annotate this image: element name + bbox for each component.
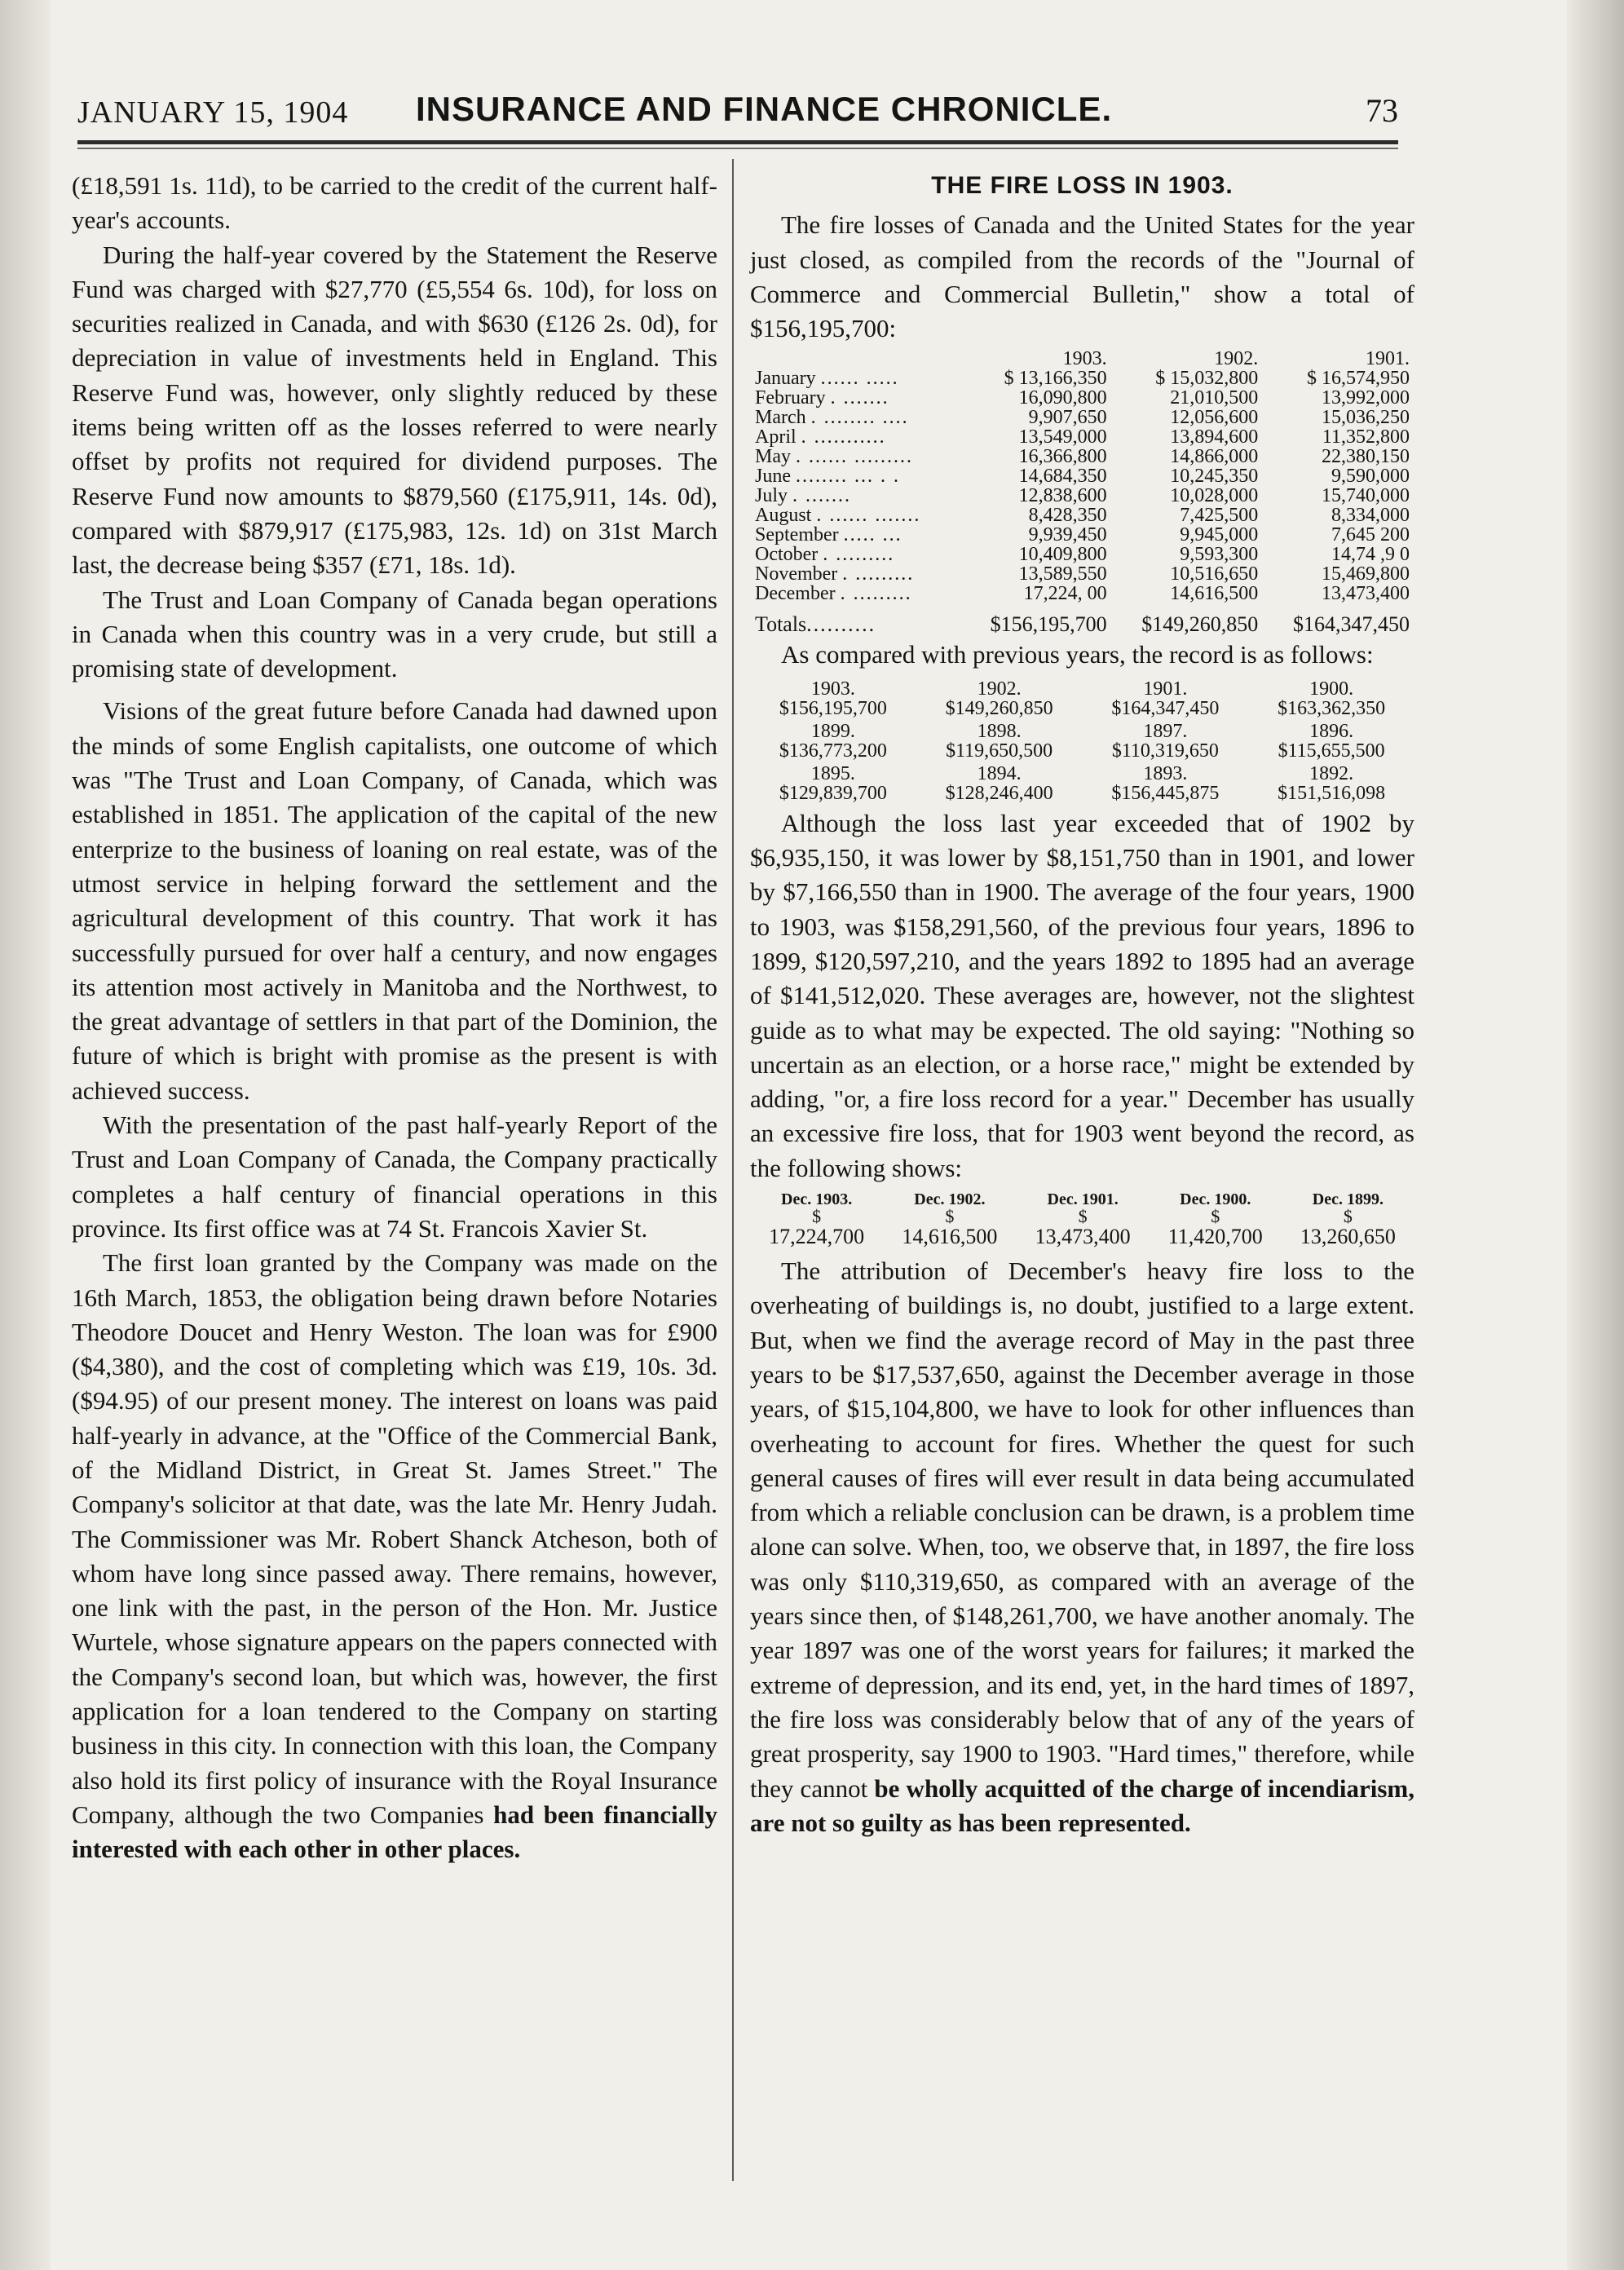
year-cell: 1899. [810,720,855,742]
table-header-cell: 1902. [1214,348,1259,370]
leader-dots: . ........... [801,426,886,448]
month-cell [750,388,960,408]
page-header [77,90,1398,139]
year-cell: 1895. [810,762,855,784]
leader-dots: . ......... [823,544,895,566]
paragraph-text: The attribution of December's heavy fire loss to the overheating of buildings is, no doubt, justified to a large extent. But, when we find the average record of May in the past three years to be $17,537,650, against the December average in those years, of $15,104,800, we have to look for other influences than overheating to account for fires. Whether the quest for such general causes of fires will ever result in data being accumulated from which a reliable conclusion can be drawn, is a problem time alone can solve. When, too, we observe that, in 1897, the fire loss was only $110,319,650, as compared with an average of the years since then, of $148,261,700, we have another anomaly. The year 1897 was one of the worst years for failures; it marked the extreme of depression, and its end, yet, in the hard times of 1897, the fire loss was considerably below that of any of the years of great prosperity, say 1900 to 1903. "Hard times," therefore, while they cannot [750,1256,1414,1803]
month-cell [750,447,960,466]
year-cell: 1897. [1143,720,1188,742]
table-row [750,506,1414,525]
value-cell: 21,010,500 [1170,387,1259,409]
december-value-row [750,1225,1414,1249]
table-row [750,388,1414,408]
year-cell: 1894. [977,762,1022,784]
totals-label: Totals [755,612,807,637]
value-cell: 17,224, 00 [1023,583,1107,605]
value-cell: 9,593,300 [1180,544,1259,566]
paragraph: The Trust and Loan Company of Canada began operations in Canada when this country was in a very crude, but still a promising state of development. [72,585,717,683]
monthly-fire-loss-table [750,348,1414,637]
header-title: INSURANCE AND FINANCE CHRONICLE. [416,90,1113,128]
currency-symbol: $ [1078,1206,1088,1227]
value-cell: 13,549,000 [1018,426,1107,448]
paragraph [72,1246,717,1866]
page-edge-right [1567,0,1624,2270]
december-label: Dec. 1901. [1047,1190,1119,1209]
value-cell: 7,645 200 [1331,524,1410,546]
paragraph: During the half-year covered by the Statement the Reserve Fund was charged with $27,770 (£5,554 6s. 10d), for loss on securities realized in Canada, and with $630 (£126 2s. 0d), for depreciation in value of investments held in England. This Reserve Fund was, however, only slightly reduced by these items being written off as the losses referred to were nearly offset by profits not required for dividend purposes. The Reserve Fund now amounts to $879,560 (£175,911, 14s. 0d), compared with $879,917 (£175,983, 12s. 1d) on 31st March last, the decrease being $357 (£71, 18s. 1d). [72,240,717,580]
december-value: 11,420,700 [1167,1225,1263,1249]
month-label: December [755,583,836,605]
paragraph: (£18,591 1s. 11d), to be carried to the credit of the current half-year's accounts. [72,171,717,235]
value-cell: 16,366,800 [1018,446,1107,468]
value-cell: 13,589,550 [1018,563,1107,585]
value-cell: 13,894,600 [1170,426,1259,448]
value-cell: 12,838,600 [1018,485,1107,507]
header-rule-thin [77,148,1398,149]
month-cell [750,525,960,545]
value-cell: 10,245,350 [1170,466,1259,488]
december-value: 13,473,400 [1035,1225,1131,1249]
month-label: January [755,368,816,390]
value-cell: 14,684,350 [1018,466,1107,488]
value-cell: 10,516,650 [1170,563,1259,585]
month-label: July [755,485,788,507]
december-label: Dec. 1900. [1180,1190,1251,1209]
currency-symbol: $ [1343,1206,1353,1227]
total-value-cell: $149,260,850 [1141,612,1259,637]
month-cell [750,369,960,388]
value-cell: $ 15,032,800 [1155,368,1259,390]
currency-symbol: $ [1211,1206,1220,1227]
table-row [750,584,1414,603]
leader-dots: . ....... [830,387,889,409]
month-label: March [755,407,806,429]
december-table [750,1190,1414,1249]
amount-cell: $129,839,700 [779,782,887,804]
paragraph [750,1254,1414,1840]
page-number: 73 [1366,92,1398,129]
value-cell: 10,409,800 [1018,544,1107,566]
amount-cell: $163,362,350 [1278,697,1386,719]
leader-dots: .......... [806,612,876,637]
paragraph-text-bold: be wholly acquitted of the charge of incendiarism, are not so guilty as has been represented. [750,1773,1414,1837]
month-label: October [755,544,819,566]
amount-cell: $128,246,400 [945,782,1053,804]
leader-dots: ...... ..... [820,368,899,390]
page-edge-left [0,0,51,2270]
table-row [750,545,1414,564]
value-cell: 14,866,000 [1170,446,1259,468]
year-cell: 1898. [977,720,1022,742]
month-label: April [755,426,797,448]
month-cell [750,584,960,603]
leader-dots: ..... ... [843,524,902,546]
value-cell: 8,428,350 [1028,505,1107,527]
totals-cell [750,603,960,637]
month-label: August [755,505,812,527]
value-row [750,699,1414,718]
value-cell: 15,469,800 [1322,563,1410,585]
table-header-cell: 1903. [1062,348,1107,370]
table-row [750,466,1414,486]
value-cell: 10,028,000 [1170,485,1259,507]
amount-cell: $156,445,875 [1111,782,1220,804]
currency-symbol: $ [812,1206,822,1227]
month-cell [750,506,960,525]
amount-cell: $119,650,500 [946,740,1053,762]
value-cell: 14,616,500 [1170,583,1259,605]
leader-dots: . ...... ......... [796,446,913,468]
value-cell: 7,425,500 [1180,505,1259,527]
year-cell: 1893. [1143,762,1188,784]
value-cell: 12,056,600 [1170,407,1259,429]
month-cell [750,564,960,584]
value-row [750,741,1414,761]
december-label: Dec. 1899. [1312,1190,1383,1209]
value-cell: 9,945,000 [1180,524,1259,546]
year-row [750,676,1414,699]
year-cell: 1901. [1143,678,1188,700]
value-cell: 13,992,000 [1322,387,1410,409]
december-value: 13,260,650 [1300,1225,1396,1249]
december-value: 14,616,500 [902,1225,998,1249]
amount-cell: $156,195,700 [779,697,887,719]
table-header-cell [750,349,960,369]
value-cell: 22,380,150 [1322,446,1410,468]
table-row [750,564,1414,584]
year-row [750,718,1414,741]
year-cell: 1892. [1309,762,1354,784]
paragraph: The fire losses of Canada and the United States for the year just closed, as compiled from the records of the "Journal of Commerce and Commercial Bulletin," show a total of $156,195,700: [750,210,1414,343]
comparison-table [750,676,1414,803]
december-label: Dec. 1902. [914,1190,986,1209]
paragraph: As compared with previous years, the record is as follows: [781,640,1374,669]
header-date: JANUARY 15, 1904 [77,95,349,130]
year-cell: 1896. [1309,720,1354,742]
paragraph: Visions of the great future before Canada had dawned upon the minds of some English capitalists, one outcome of which was "The Trust and Loan Company, of Canada, which was established in 1851. The application of the capital of the new enterprize to the business of loaning on real estate, was of the utmost service in helping forward the settlement and the agricultural development of this country. That work it has successfully pursued for over half a century, and now engages its attention most actively in Manitoba and the Northwest, to the great advantage of settlers in that part of the Dominion, the future of which is bright with promise as the present is with achieved success. [72,696,717,1105]
column-divider [732,159,734,2181]
value-cell: 14,74 ,9 0 [1331,544,1410,566]
paragraph-text-bold: had been financially interested with each other in other places. [72,1800,717,1864]
left-column [72,169,717,1867]
paragraph: With the presentation of the past half-yearly Report of the Trust and Loan Company of Canada, the Company practically completes a half century of financial operations in this province. Its first office was at 74 St. Francois Xavier St. [72,1111,717,1243]
table-row [750,486,1414,506]
paragraph: Although the loss last year exceeded that of 1902 by $6,935,150, it was lower by $8,151,750 than in 1901, and lower by $7,166,550 than in 1900. The average of the four years, 1900 to 1903, was $158,291,560, of the previous four years, 1896 to 1899, $120,597,210, and the years 1892 to 1895 had an average of $141,512,020. These averages are, however, not the slightest guide as to what may be expected. The old saying: "Nothing so uncertain as an election, or a horse race," might be extended by adding, "or, a fire loss record for a year." December has usually an excessive fire loss, that for 1903 went beyond the record, as the following shows: [750,808,1414,1182]
amount-cell: $164,347,450 [1111,697,1220,719]
totals-row [750,603,1414,634]
table-row [750,408,1414,427]
section-title: THE FIRE LOSS IN 1903. [931,172,1233,199]
december-symbol-row [750,1208,1414,1225]
december-label: Dec. 1903. [781,1190,853,1209]
month-label: February [755,387,826,409]
value-cell: 13,473,400 [1322,583,1410,605]
total-value-cell: $156,195,700 [990,612,1107,637]
month-label: September [755,524,839,546]
paragraph-text: The first loan granted by the Company was made on the 16th March, 1853, the obligation being drawn before Notaries Theodore Doucet and Henry Weston. The loan was for £900 ($4,380), and the cost of completing which was £19, 10s. 3d. ($94.95) of our present money. The interest on loans was paid half-yearly in advance, at the "Office of the Commercial Bank, of the Midland District, in Great St. James Street." The Company's solicitor at that date, was the late Mr. Henry Judah. The Commissioner was Mr. Robert Shanck Atcheson, both of whom have long since passed away. There remains, however, one link with the past, in the person of the Hon. Mr. Justice Wurtele, whose signature appears on the papers connected with the Company's second loan, but which was, however, the first application for a loan tendered to the Company on starting business in this city. In connection with this loan, the Company also hold its first policy of insurance with the Royal Insurance Company, although the two Companies [72,1248,717,1829]
month-cell [750,545,960,564]
leader-dots: . ...... ....... [816,505,921,527]
month-label: June [755,466,791,488]
leader-dots: . ......... [842,563,915,585]
december-value: 17,224,700 [769,1225,865,1249]
value-cell: 15,036,250 [1322,407,1410,429]
value-cell: 15,740,000 [1322,485,1410,507]
leader-dots: . ........ .... [810,407,909,429]
leader-dots: ........ ... . . [796,466,900,488]
value-cell: 9,939,450 [1028,524,1107,546]
month-cell [750,466,960,486]
table-row [750,525,1414,545]
leader-dots: . ......... [840,583,912,605]
value-cell: 9,907,650 [1028,407,1107,429]
amount-cell: $136,773,200 [779,740,887,762]
month-label: November [755,563,838,585]
total-value-cell: $164,347,450 [1293,612,1410,637]
currency-symbol: $ [945,1206,955,1227]
year-cell: 1902. [977,678,1022,700]
table-header-cell: 1901. [1366,348,1410,370]
value-cell: $ 16,574,950 [1307,368,1410,390]
header-rule [77,140,1398,144]
year-cell: 1903. [810,678,855,700]
month-cell [750,486,960,506]
value-cell: 8,334,000 [1331,505,1410,527]
month-label: May [755,446,791,468]
value-cell: 9,590,000 [1331,466,1410,488]
year-cell: 1900. [1309,678,1354,700]
amount-cell: $149,260,850 [945,697,1053,719]
value-cell: 11,352,800 [1322,426,1410,448]
amount-cell: $151,516,098 [1278,782,1386,804]
value-cell: 16,090,800 [1018,387,1107,409]
month-cell [750,427,960,447]
right-column [750,169,1414,1840]
amount-cell: $110,319,650 [1111,740,1219,762]
year-row [750,761,1414,784]
amount-cell: $115,655,500 [1278,740,1385,762]
table-row [750,447,1414,466]
value-row [750,784,1414,803]
month-cell [750,408,960,427]
table-header-row [750,349,1414,369]
table-row [750,369,1414,388]
value-cell: $ 13,166,350 [1004,368,1107,390]
leader-dots: . ....... [792,485,852,507]
table-row [750,427,1414,447]
